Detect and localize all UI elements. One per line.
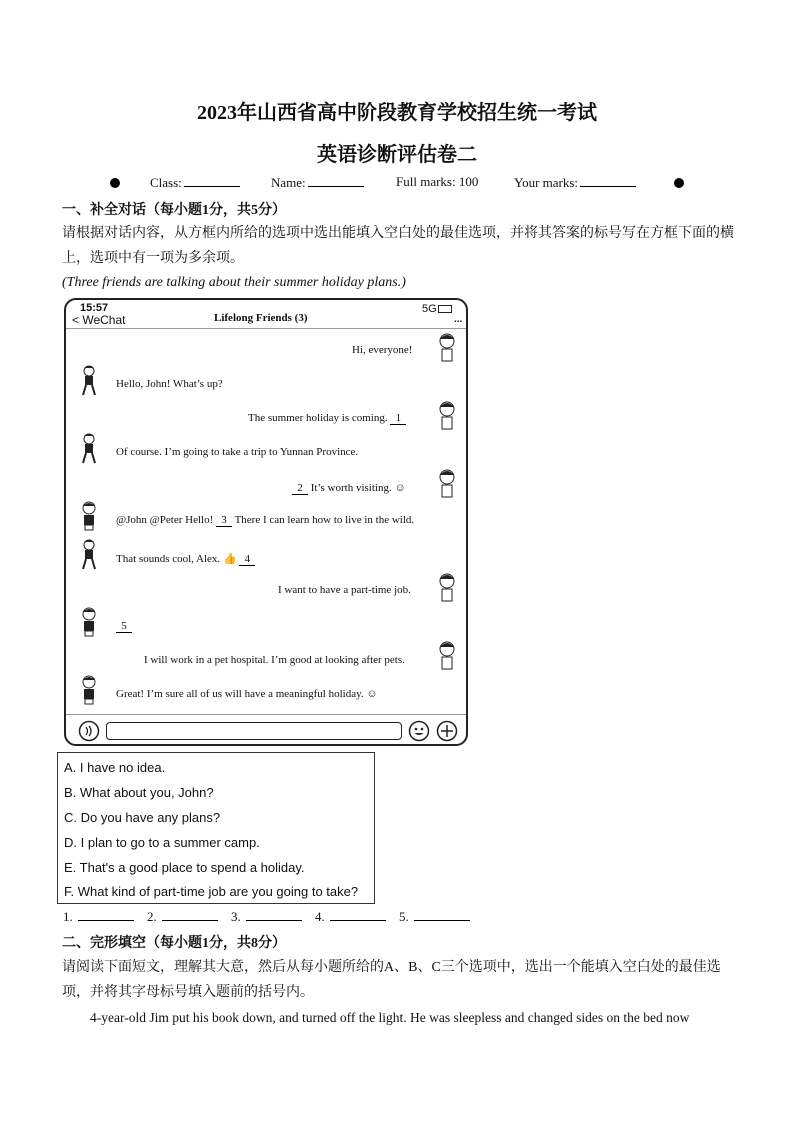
exam-title: 2023年山西省高中阶段教育学校招生统一考试 (197, 102, 597, 124)
avatar-john-icon (436, 640, 458, 672)
message-10: I will work in a pet hospital. I’m good at looking after pets. (144, 654, 405, 666)
chat-title: Lifelong Friends (3) (214, 312, 308, 324)
blank-3: 3 (216, 514, 232, 527)
section1-heading: 一、补全对话（每小题1分，共5分） (62, 203, 286, 218)
status-signal: 5G (422, 303, 437, 315)
smile-emoji-icon: ☺ (366, 688, 378, 700)
class-field: Class: (150, 174, 240, 191)
message-9 (116, 620, 132, 633)
avatar-john-icon (436, 400, 458, 432)
blank-2: 2 (292, 482, 308, 495)
option-b: B. What about you, John? (64, 785, 214, 800)
smile-emoji-icon: ☺ (394, 482, 406, 494)
avatar-alex-icon (78, 432, 100, 464)
status-time: 15:57 (80, 302, 109, 314)
option-d: D. I plan to go to a summer camp. (64, 835, 260, 850)
input-divider (66, 714, 466, 715)
bullet-dot-right (674, 178, 684, 188)
avatar-john-icon (436, 468, 458, 500)
option-f: F. What kind of part-time job are you going to take? (64, 884, 359, 899)
battery-icon (438, 305, 452, 313)
thumbs-up-emoji-icon: 👍 (222, 553, 237, 565)
message-11: Great! I’m sure all of us will have a meaningful holiday. ☺ (116, 688, 378, 700)
back-link[interactable]: < WeChat (72, 313, 126, 327)
section1-instruction: 请根据对话内容，从方框内所给的选项中选出能填入空白处的最佳选项，并将其答案的标号写在方框下面的横 上，选项中有一项为多余项。 (62, 226, 734, 266)
answer-4[interactable]: 4. (315, 908, 386, 925)
section2-heading: 二、完形填空（每小题1分，共8分） (62, 936, 286, 951)
blank-4: 4 (239, 553, 255, 566)
blank-5: 5 (116, 620, 132, 633)
avatar-peter-icon (78, 500, 100, 532)
blank-1: 1 (390, 412, 406, 425)
voice-icon[interactable] (78, 720, 100, 742)
avatar-alex-icon (78, 364, 100, 396)
message-5: 2 It’s worth visiting. ☺ (292, 482, 406, 495)
avatar-peter-icon (78, 606, 100, 638)
option-e: E. That's a good place to spend a holiday. (64, 860, 305, 875)
message-6: @John @Peter Hello! 3 There I can learn how to live in the wild. (116, 514, 415, 526)
avatar-alex-icon (78, 538, 100, 570)
message-3: The summer holiday is coming. 1 (248, 412, 406, 425)
plus-icon[interactable] (436, 720, 458, 742)
answer-5[interactable]: 5. (399, 908, 470, 925)
message-4: Of course. I’m going to take a trip to Yunnan Province. (116, 446, 359, 458)
options-box (57, 752, 375, 904)
more-icon[interactable]: ... (454, 314, 463, 325)
message-2: Hello, John! What’s up? (116, 378, 223, 390)
answer-1[interactable]: 1. (63, 908, 134, 925)
option-a: A. I have no idea. (64, 760, 166, 775)
full-marks: Full marks: 100 (396, 174, 479, 189)
exam-subtitle: 英语诊断评估卷二 (317, 144, 477, 166)
message-1: Hi, everyone! (352, 344, 413, 356)
emoji-icon[interactable] (408, 720, 430, 742)
option-c: C. Do you have any plans? (64, 810, 221, 825)
header-divider (66, 328, 466, 329)
chat-screenshot (64, 298, 468, 746)
message-7: That sounds cool, Alex. 👍 4 (116, 552, 255, 566)
message-input[interactable] (106, 722, 402, 740)
section2-instruction: 请阅读下面短文，理解其大意，然后从每小题所给的A、B、C三个选项中，选出一个能填入空白处的最佳选 项，并将其字母标号填入题前的括号内。 (62, 960, 721, 1000)
avatar-peter-icon (78, 674, 100, 706)
dialogue-context: (Three friends are talking about their summer holiday plans.) (62, 275, 406, 290)
passage-start: 4-year-old Jim put his book down, and turned off the light. He was sleepless and changed sides on the bed now (90, 1010, 690, 1025)
answer-3[interactable]: 3. (231, 908, 302, 925)
your-marks-field: Your marks: (514, 174, 636, 191)
avatar-john-icon (436, 332, 458, 364)
name-field: Name: (271, 174, 364, 191)
message-8: I want to have a part-time job. (278, 584, 411, 596)
avatar-john-icon (436, 572, 458, 604)
answer-2[interactable]: 2. (147, 908, 218, 925)
